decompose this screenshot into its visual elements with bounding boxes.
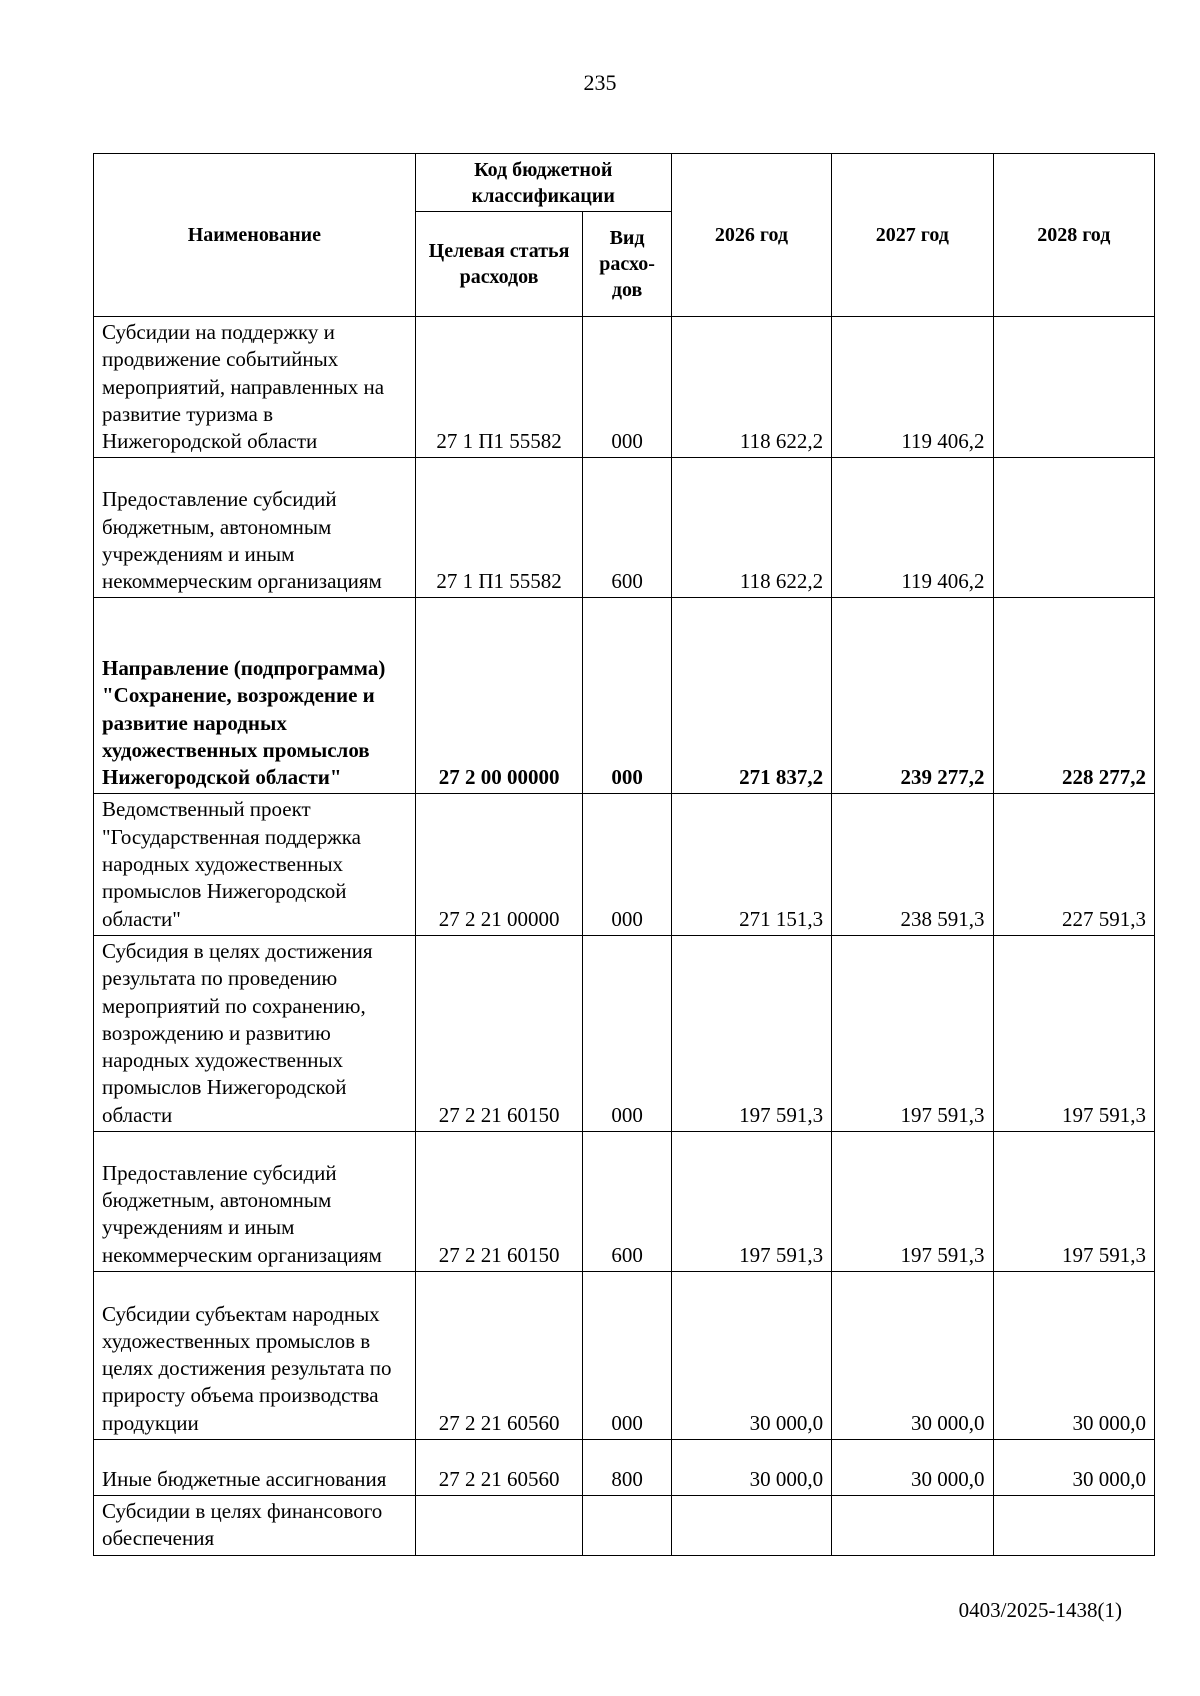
row-2026: 30 000,0 xyxy=(671,1440,831,1496)
row-vid: 000 xyxy=(583,317,671,458)
row-2028: 197 591,3 xyxy=(993,1132,1154,1272)
row-vid: 000 xyxy=(583,1272,671,1440)
row-name: Ведомственный проект "Государственная поддержка народных художественных промыслов Нижегородской области" xyxy=(94,794,416,935)
row-name: Субсидии в целях финансового обеспечения xyxy=(94,1496,416,1556)
header-2026: 2026 год xyxy=(671,154,831,317)
row-2026: 30 000,0 xyxy=(671,1272,831,1440)
row-2026: 118 622,2 xyxy=(671,458,831,598)
row-vid: 000 xyxy=(583,794,671,935)
row-code: 27 1 П1 55582 xyxy=(415,317,583,458)
row-2026: 271 151,3 xyxy=(671,794,831,935)
row-code: 27 2 21 60150 xyxy=(415,935,583,1131)
header-row-1 xyxy=(94,154,1155,212)
row-code: 27 2 21 60150 xyxy=(415,1132,583,1272)
row-2028: 197 591,3 xyxy=(993,935,1154,1131)
header-target: Целевая статья расходов xyxy=(415,212,583,317)
row-code: 27 2 00 00000 xyxy=(415,598,583,794)
table-row xyxy=(94,794,1155,935)
row-name: Иные бюджетные ассигнования xyxy=(94,1440,416,1496)
table-row xyxy=(94,1440,1155,1496)
row-2027 xyxy=(832,1496,993,1556)
row-name: Направление (подпрограмма) "Сохранение, возрождение и развитие народных художественных промыслов Нижегородской области" xyxy=(94,598,416,794)
row-2026: 197 591,3 xyxy=(671,935,831,1131)
row-code xyxy=(415,1496,583,1556)
row-vid: 000 xyxy=(583,598,671,794)
row-2026: 118 622,2 xyxy=(671,317,831,458)
row-vid: 000 xyxy=(583,935,671,1131)
row-name: Субсидии субъектам народных художественных промыслов в целях достижения результата по приросту объема производства продукции xyxy=(94,1272,416,1440)
table-row xyxy=(94,1132,1155,1272)
document-code: 0403/2025-1438(1) xyxy=(958,1598,1122,1622)
row-code: 27 2 21 60560 xyxy=(415,1440,583,1496)
header-name: Наименование xyxy=(94,154,416,317)
header-2027: 2027 год xyxy=(832,154,993,317)
table-row xyxy=(94,935,1155,1131)
row-2027: 30 000,0 xyxy=(832,1440,993,1496)
row-vid xyxy=(583,1496,671,1556)
row-2027: 197 591,3 xyxy=(832,1132,993,1272)
row-2027: 238 591,3 xyxy=(832,794,993,935)
row-name: Предоставление субсидий бюджетным, автономным учреждениям и иным некоммерческим организациям xyxy=(94,1132,416,1272)
row-2028: 30 000,0 xyxy=(993,1440,1154,1496)
row-2027: 119 406,2 xyxy=(832,458,993,598)
row-code: 27 2 21 00000 xyxy=(415,794,583,935)
budget-table xyxy=(93,153,1155,1556)
row-2026: 197 591,3 xyxy=(671,1132,831,1272)
row-2027: 119 406,2 xyxy=(832,317,993,458)
row-code: 27 1 П1 55582 xyxy=(415,458,583,598)
row-2028: 228 277,2 xyxy=(993,598,1154,794)
row-name: Предоставление субсидий бюджетным, автономным учреждениям и иным некоммерческим организациям xyxy=(94,458,416,598)
row-2028 xyxy=(993,1496,1154,1556)
row-code: 27 2 21 60560 xyxy=(415,1272,583,1440)
row-2027: 197 591,3 xyxy=(832,935,993,1131)
header-2028: 2028 год xyxy=(993,154,1154,317)
row-2028 xyxy=(993,317,1154,458)
table-row xyxy=(94,1496,1155,1556)
row-2028 xyxy=(993,458,1154,598)
row-2026 xyxy=(671,1496,831,1556)
row-vid: 600 xyxy=(583,1132,671,1272)
table-row xyxy=(94,317,1155,458)
row-2028: 30 000,0 xyxy=(993,1272,1154,1440)
row-2028: 227 591,3 xyxy=(993,794,1154,935)
header-vid: Вид расхо-дов xyxy=(583,212,671,317)
row-2027: 239 277,2 xyxy=(832,598,993,794)
row-name: Субсидии на поддержку и продвижение событийных мероприятий, направленных на развитие туризма в Нижегородской области xyxy=(94,317,416,458)
row-2026: 271 837,2 xyxy=(671,598,831,794)
table-row xyxy=(94,1272,1155,1440)
table-row xyxy=(94,458,1155,598)
row-vid: 800 xyxy=(583,1440,671,1496)
row-vid: 600 xyxy=(583,458,671,598)
row-name: Субсидия в целях достижения результата по проведению мероприятий по сохранению, возрождению и развитию народных художественных промыслов Нижегородской области xyxy=(94,935,416,1131)
table-row-subprogram xyxy=(94,598,1155,794)
page-number: 235 xyxy=(583,70,617,95)
header-kbk: Код бюджетной классификации xyxy=(415,154,671,212)
row-2027: 30 000,0 xyxy=(832,1272,993,1440)
